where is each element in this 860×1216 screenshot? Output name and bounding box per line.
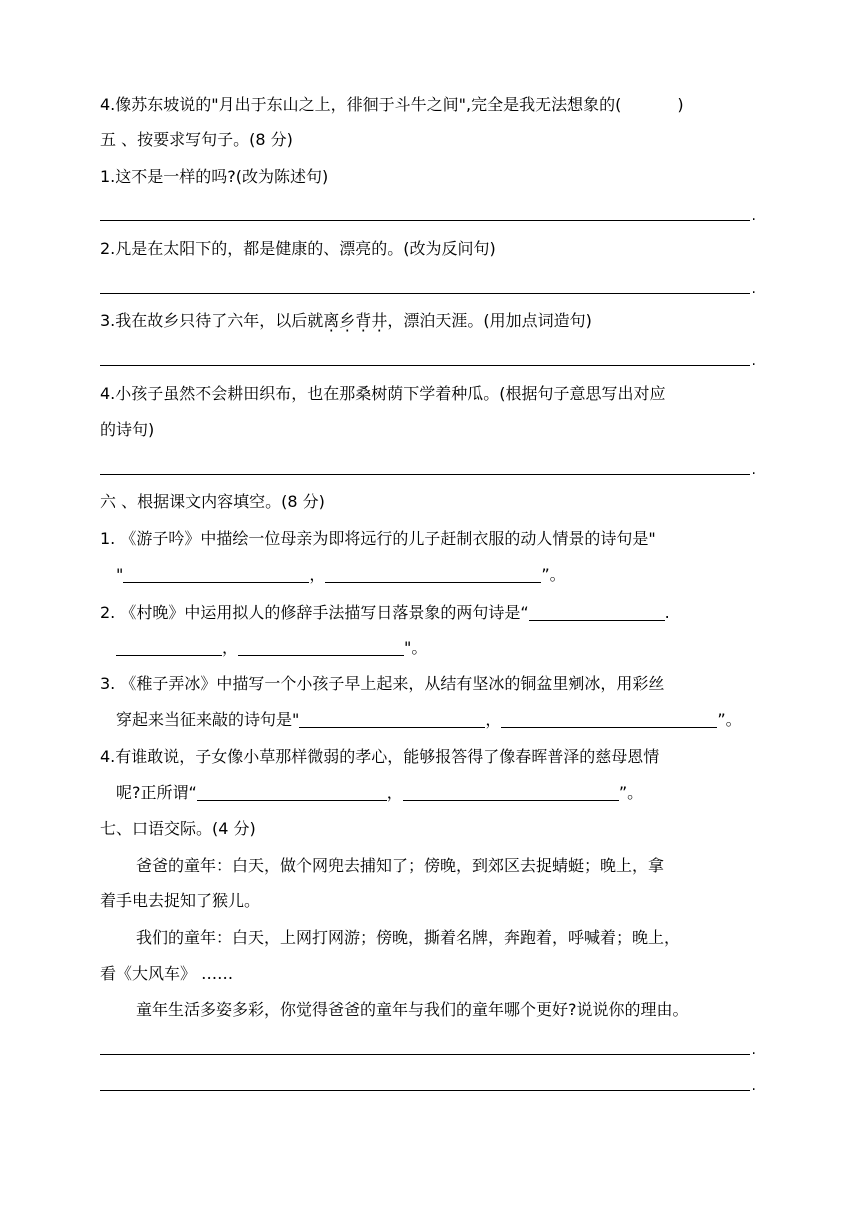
s6-q3-line-2: 穿起来当征来敲的诗句是" ， ”。 bbox=[116, 710, 742, 729]
emphasized-char: 乡 bbox=[339, 311, 356, 330]
s6-q1-line-2: " ， ”。 bbox=[116, 565, 566, 584]
question-4-paren-space[interactable] bbox=[621, 95, 677, 113]
s6-q4-line-2: 呢?正所谓“ ， ”。 bbox=[116, 783, 644, 802]
s6-q3-blank-1[interactable] bbox=[299, 709, 485, 728]
section-6-title: 六 、根据课文内容填空。(8 分) bbox=[100, 492, 325, 511]
s7-prompt: 童年生活多姿多彩，你觉得爸爸的童年与我们的童年哪个更好?说说你的理由。 bbox=[136, 1000, 689, 1019]
s6-q3-blank-2[interactable] bbox=[501, 709, 717, 728]
s5-answer-line-1[interactable]: . bbox=[100, 201, 750, 221]
s5-item-4: 4.小孩子虽然不会耕田织布，也在那桑树荫下学着种瓜。(根据句子意思写出对应 bbox=[100, 384, 666, 403]
s6-q1-blank-2[interactable] bbox=[325, 564, 541, 583]
s5-answer-line-3[interactable]: . bbox=[100, 346, 750, 366]
s6-q1-line-1: 1. 《游子吟》中描绘一位母亲为即将远行的儿子赶制衣服的动人情景的诗句是" bbox=[100, 529, 656, 548]
s5-item-2: 2.凡是在太阳下的，都是健康的、漂亮的。(改为反问句) bbox=[100, 239, 496, 258]
section-7-title: 七、口语交际。(4 分) bbox=[100, 819, 256, 838]
s6-q4-blank-2[interactable] bbox=[403, 782, 619, 801]
question-4-line bbox=[100, 95, 684, 115]
s7-para-2-line-2: 看《大风车》 …… bbox=[100, 964, 234, 983]
s7-answer-line-2[interactable]: . bbox=[100, 1071, 750, 1091]
s5-item-3: 3.我在故乡只待了六年，以后就离乡背井，漂泊天涯。(用加点词造句) bbox=[100, 311, 592, 330]
s6-q2-blank-2[interactable] bbox=[116, 637, 222, 656]
section-5-title: 五 、按要求写句子。(8 分) bbox=[100, 130, 293, 149]
s5-answer-line-4[interactable]: . bbox=[100, 455, 750, 475]
emphasized-char: 背 bbox=[355, 311, 372, 330]
emphasized-char: 离 bbox=[323, 311, 340, 330]
s5-item-1: 1.这不是一样的吗?(改为陈述句) bbox=[100, 167, 329, 186]
question-4-text: 4.像苏东坡说的"月出于东山之上，徘徊于斗牛之间",完全是我无法想象的( bbox=[100, 95, 622, 114]
question-4-close: ) bbox=[677, 95, 684, 114]
s5-item-4-cont: 的诗句) bbox=[100, 420, 155, 439]
s6-q2-line-1: 2. 《村晚》中运用拟人的修辞手法描写日落景象的两句诗是“ . bbox=[100, 603, 670, 622]
s7-para-1-line-1: 爸爸的童年：白天，做个网兜去捕知了；傍晚，到郊区去捉蜻蜓；晚上，拿 bbox=[136, 856, 665, 875]
s6-q4-blank-1[interactable] bbox=[197, 782, 387, 801]
s6-q2-line-2: ， "。 bbox=[116, 637, 427, 658]
s7-answer-line-1[interactable]: . bbox=[100, 1035, 750, 1055]
s7-para-1-line-2: 着手电去捉知了猴儿。 bbox=[100, 891, 261, 910]
s6-q2-blank-1[interactable] bbox=[529, 602, 665, 621]
s6-q2-blank-3[interactable] bbox=[238, 637, 404, 656]
s6-q3-line-1: 3. 《稚子弄冰》中描写一个小孩子早上起来，从结有坚冰的铜盆里剜冰，用彩丝 bbox=[100, 674, 665, 693]
emphasized-char: 井 bbox=[371, 311, 388, 330]
s7-para-2-line-1: 我们的童年：白天，上网打网游；傍晚，撕着名牌，奔跑着，呼喊着；晚上， bbox=[136, 928, 681, 947]
s6-q1-blank-1[interactable] bbox=[123, 564, 309, 583]
s5-answer-line-2[interactable]: . bbox=[100, 274, 750, 294]
s6-q4-line-1: 4.有谁敢说，子女像小草那样微弱的孝心，能够报答得了像春晖普泽的慈母恩情 bbox=[100, 747, 660, 766]
